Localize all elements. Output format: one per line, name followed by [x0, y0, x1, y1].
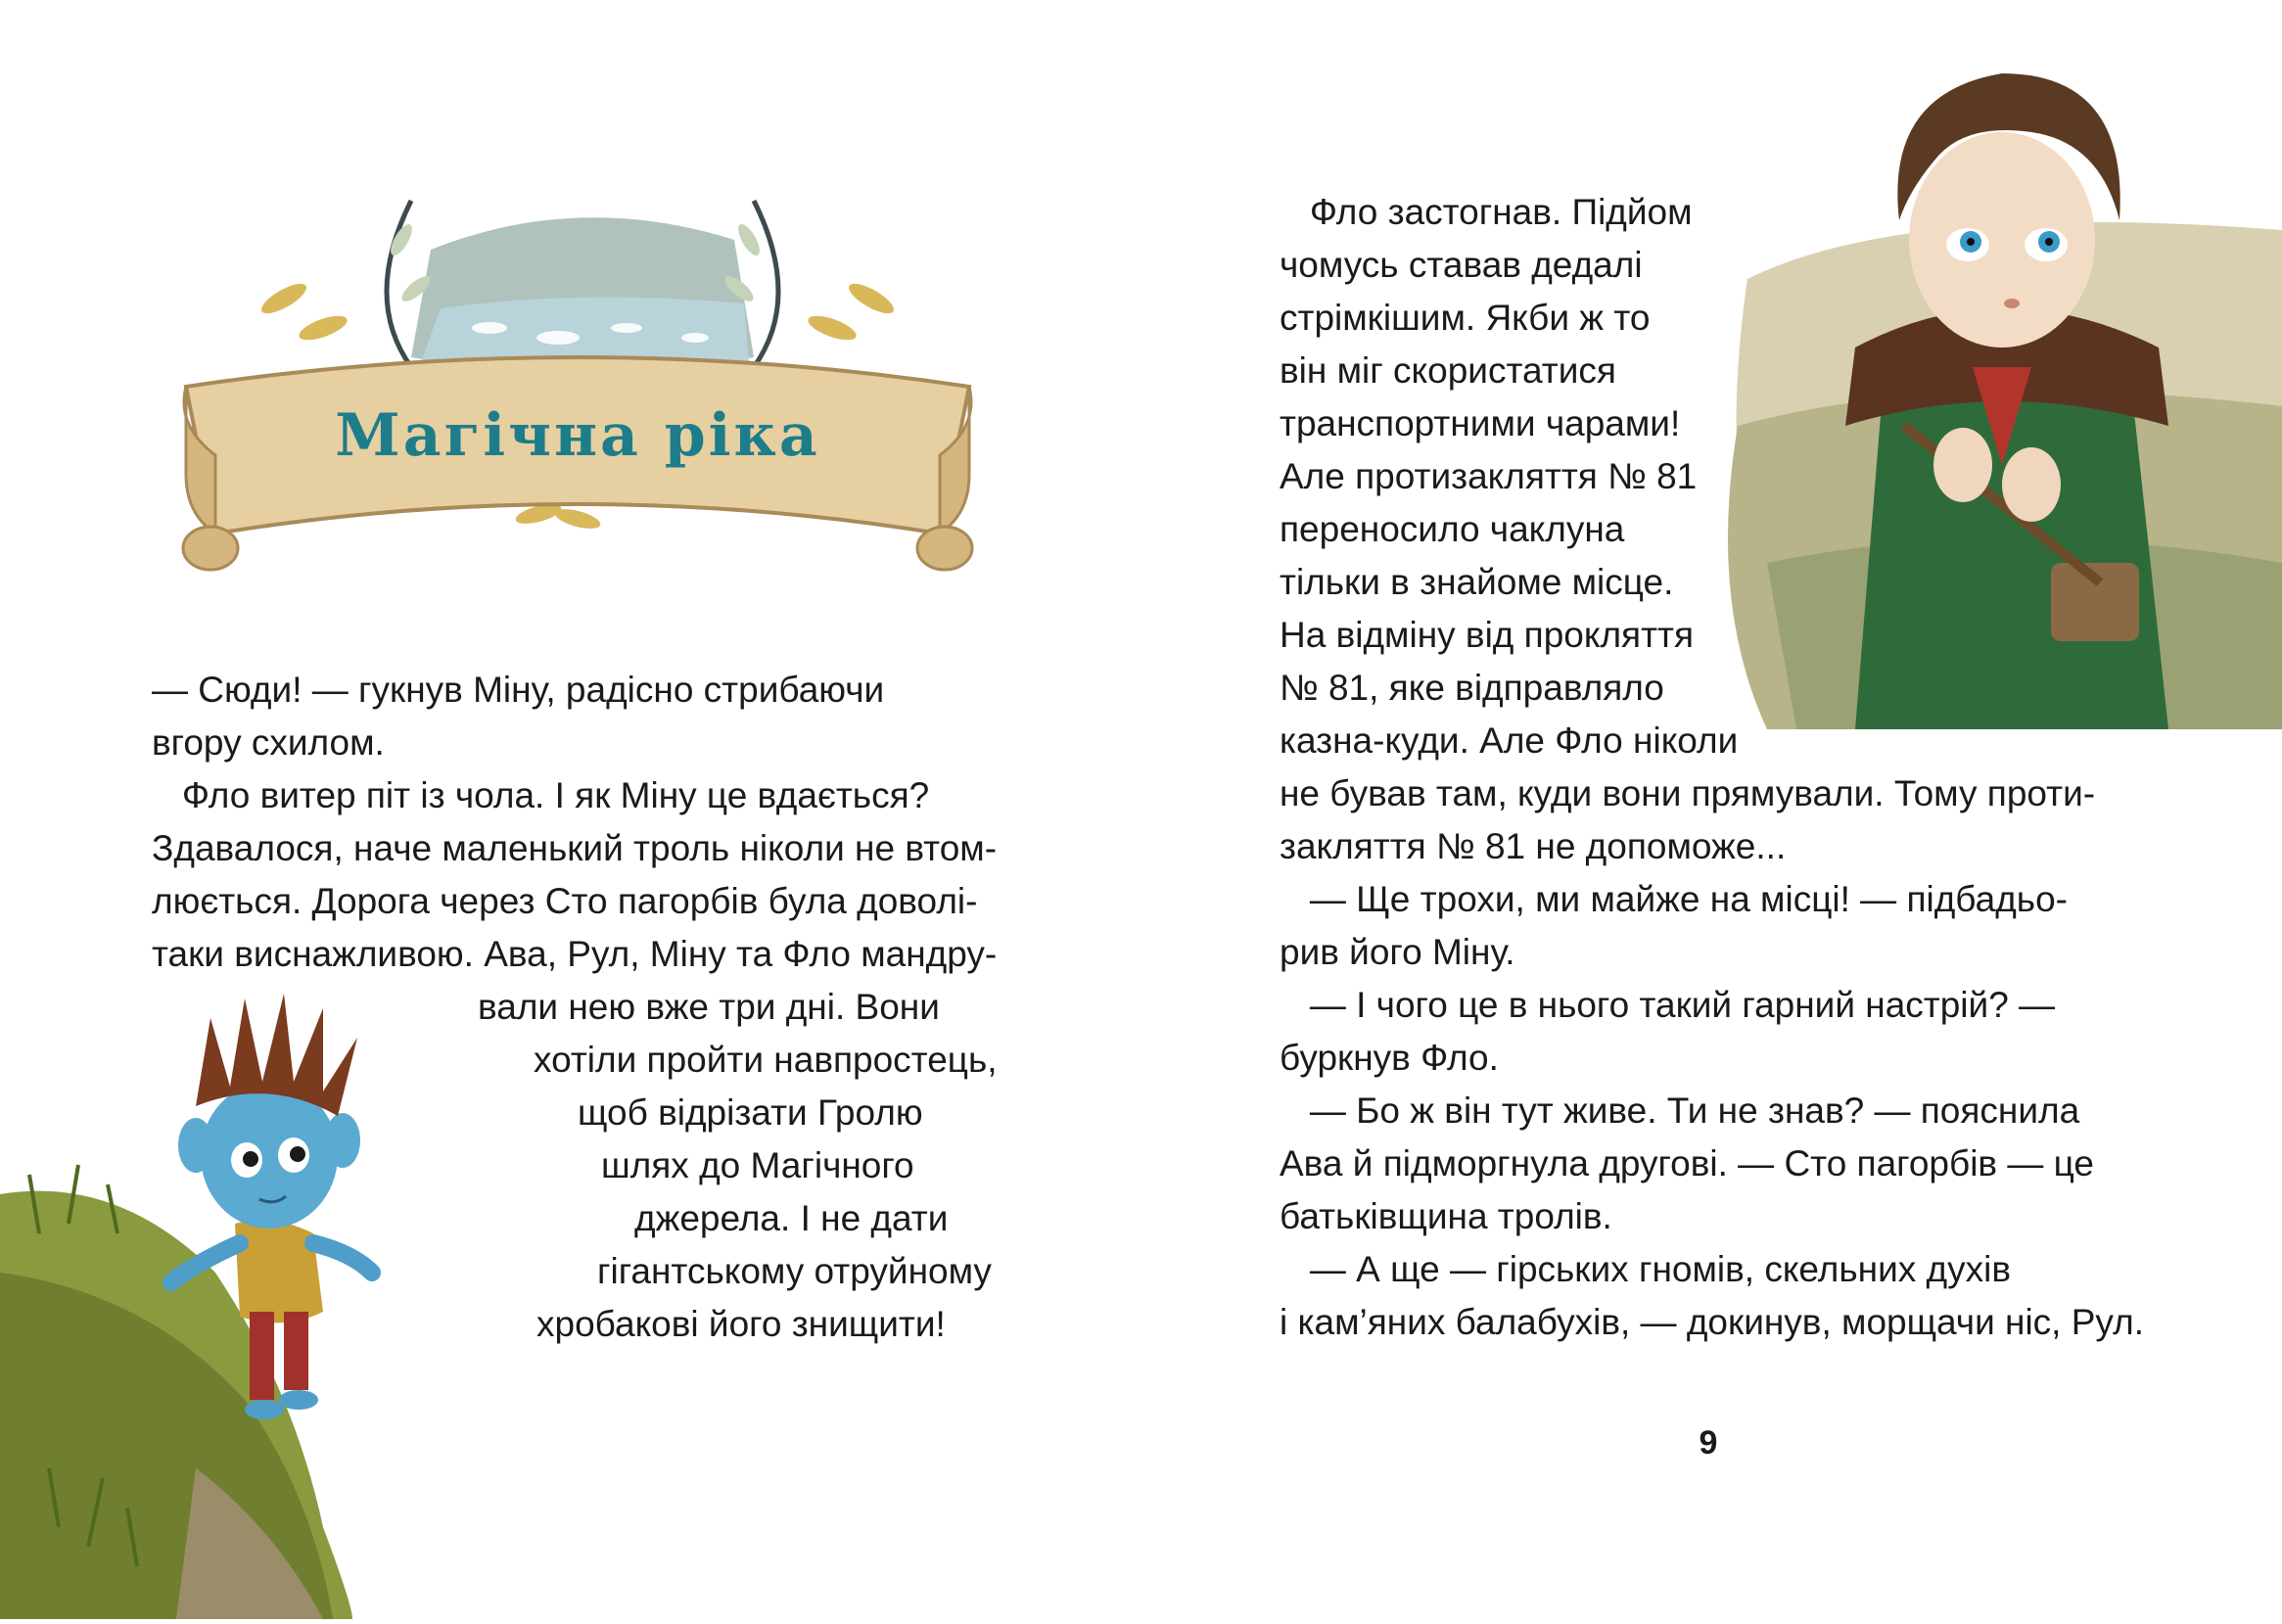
chapter-banner-illustration — [166, 181, 989, 592]
troll-illustration — [0, 979, 548, 1619]
text-line: джерела. І не дати — [634, 1198, 949, 1238]
text-line: — А ще — гірських гномів, скельних духів — [1280, 1249, 2011, 1289]
text-line: він міг скористатися — [1280, 350, 1616, 391]
text-line: стрімкішим. Якби ж то — [1280, 298, 1651, 338]
text-line: хотіли пройти навпростець, — [534, 1040, 998, 1080]
text-line: — Сюди! — гукнув Міну, радісно стрибаючи — [152, 670, 885, 710]
text-line: вали нею вже три дні. Вони — [478, 987, 940, 1027]
text-line: № 81, яке відправляло — [1280, 668, 1664, 708]
text-line: переносило чаклуна — [1280, 509, 1625, 549]
scroll-banner-graphic — [166, 181, 989, 592]
text-line: гігантському отруйному — [597, 1251, 992, 1291]
text-line: рив його Міну. — [1280, 932, 1515, 972]
boy-in-cloak-graphic — [1708, 54, 2282, 729]
text-line: таки виснажливою. Ава, Рул, Міну та Фло мандру- — [152, 934, 998, 974]
text-line: Фло застогнав. Підйом — [1280, 192, 1693, 232]
text-line: Але протизакляття № 81 — [1280, 456, 1698, 496]
text-line: Ава й підморгнула другові. — Сто пагорбів — це — [1280, 1143, 2094, 1183]
troll-on-hill-graphic — [0, 979, 548, 1619]
text-line: і кам’яних балабухів, — докинув, морщачи ніс, Рул. — [1280, 1302, 2144, 1342]
page-number: 9 — [1699, 1424, 1718, 1462]
text-line: На відміну від прокляття — [1280, 615, 1695, 655]
text-line: — І чого це в нього такий гарний настрій? — — [1280, 985, 2056, 1025]
text-line: не бував там, куди вони прямували. Тому проти- — [1280, 773, 2096, 813]
text-line: люється. Дорога через Сто пагорбів була доволі- — [152, 881, 978, 921]
text-line: тільки в знайоме місце. — [1280, 562, 1674, 602]
text-line: батьківщина тролів. — [1280, 1196, 1612, 1236]
boy-illustration — [1708, 54, 2282, 729]
text-line: хробакові його знищити! — [536, 1304, 946, 1344]
text-line: шлях до Магічного — [601, 1145, 914, 1185]
chapter-title: Магічна ріка — [335, 401, 820, 470]
text-line: Фло витер піт із чола. І як Міну це вдається? — [152, 775, 930, 815]
text-line: щоб відрізати Гролю — [578, 1092, 923, 1133]
text-line: буркнув Фло. — [1280, 1038, 1499, 1078]
text-line: казна-куди. Але Фло ніколи — [1280, 720, 1739, 761]
text-line: Здавалося, наче маленький троль ніколи не втом- — [152, 828, 998, 868]
text-line: транспортними чарами! — [1280, 403, 1681, 443]
text-line: — Ще трохи, ми майже на місці! — підбадьо- — [1280, 879, 2068, 919]
text-line: чомусь ставав дедалі — [1280, 245, 1643, 285]
left-page — [0, 0, 1141, 1619]
text-line: — Бо ж він тут живе. Ти не знав? — пояснила — [1280, 1090, 2080, 1131]
text-line: закляття № 81 не допоможе... — [1280, 826, 1787, 866]
text-line: вгору схилом. — [152, 722, 385, 763]
